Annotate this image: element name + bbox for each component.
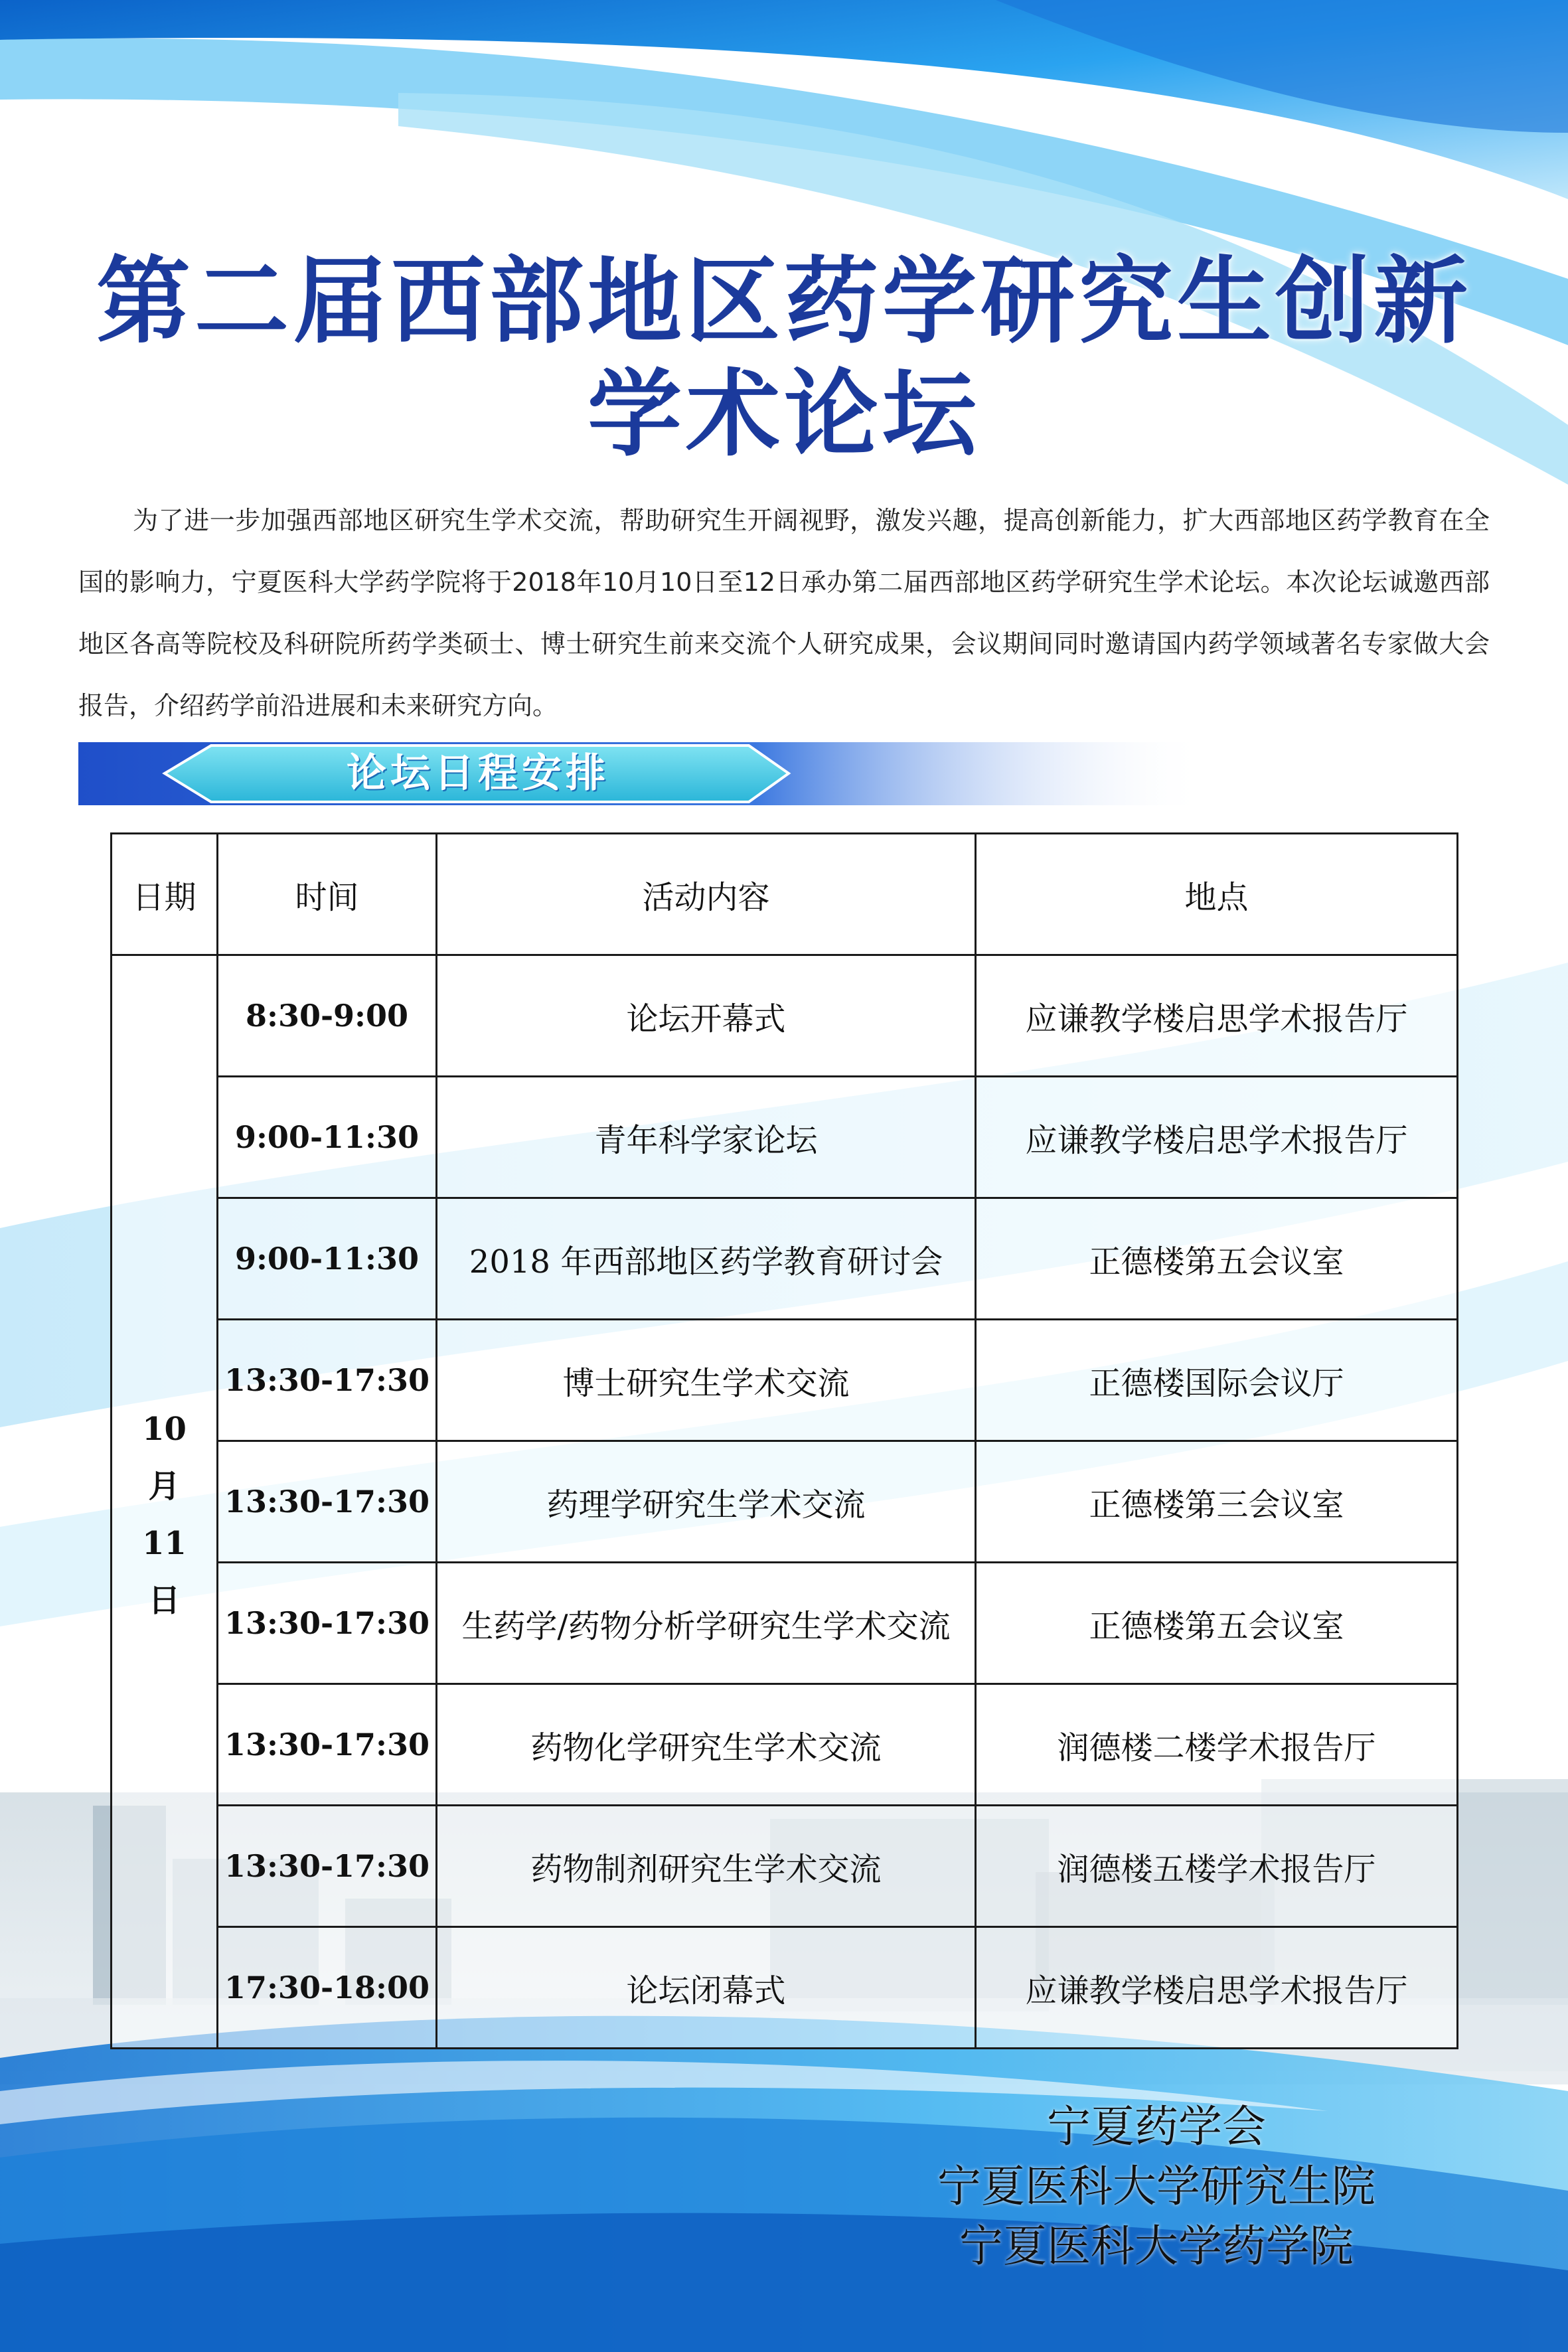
table-row: [112, 1563, 1458, 1684]
activity-cell: 博士研究生学术交流: [437, 1320, 976, 1441]
organizer-3: 宁夏医科大学药学院: [959, 2221, 1354, 2272]
table-row: [112, 1077, 1458, 1198]
table-row: [112, 1198, 1458, 1320]
location-cell: 应谦教学楼启思学术报告厅: [976, 1077, 1458, 1198]
activity-cell: 2018 年西部地区药学教育研讨会: [437, 1198, 976, 1320]
location-cell: 应谦教学楼启思学术报告厅: [976, 955, 1458, 1077]
table-row: [112, 1684, 1458, 1806]
header-time: 时间: [218, 834, 437, 955]
activity-cell: 论坛闭幕式: [437, 1927, 976, 2049]
time-cell: 9:00-11:30: [218, 1077, 437, 1198]
activity-cell: 生药学/药物分析学研究生学术交流: [437, 1563, 976, 1684]
page-title-line2: 学术论坛: [588, 360, 980, 469]
header-date: 日期: [112, 834, 218, 955]
activity-cell: 药物化学研究生学术交流: [437, 1684, 976, 1806]
time-cell: 13:30-17:30: [218, 1684, 437, 1806]
schedule-table: [110, 832, 1458, 2049]
table-row: [112, 1927, 1458, 2049]
header-location: 地点: [976, 834, 1458, 955]
time-cell: 13:30-17:30: [218, 1563, 437, 1684]
time-cell: 9:00-11:30: [218, 1198, 437, 1320]
location-cell: 正德楼第三会议室: [976, 1441, 1458, 1563]
date-cell: [112, 955, 218, 2049]
organizer-2: 宁夏医科大学研究生院: [937, 2161, 1375, 2212]
table-row: [112, 955, 1458, 1077]
table-header-row: [112, 834, 1458, 955]
date-part: 11: [142, 1525, 187, 1562]
activity-cell: 论坛开幕式: [437, 955, 976, 1077]
schedule-heading: 论坛日程安排: [347, 750, 609, 797]
activity-cell: 青年科学家论坛: [437, 1077, 976, 1198]
time-cell: 13:30-17:30: [218, 1320, 437, 1441]
table-row: [112, 1320, 1458, 1441]
time-cell: 13:30-17:30: [218, 1441, 437, 1563]
location-cell: 正德楼第五会议室: [976, 1563, 1458, 1684]
location-cell: 正德楼第五会议室: [976, 1198, 1458, 1320]
time-cell: 13:30-17:30: [218, 1806, 437, 1927]
activity-cell: 药理学研究生学术交流: [437, 1441, 976, 1563]
location-cell: 应谦教学楼启思学术报告厅: [976, 1927, 1458, 2049]
date-part: 10: [142, 1411, 187, 1448]
time-cell: 17:30-18:00: [218, 1927, 437, 2049]
date-part: 月: [148, 1468, 181, 1505]
location-cell: 润德楼二楼学术报告厅: [976, 1684, 1458, 1806]
date-part: 日: [148, 1582, 181, 1619]
location-cell: 润德楼五楼学术报告厅: [976, 1806, 1458, 1927]
time-cell: 8:30-9:00: [218, 955, 437, 1077]
location-cell: 正德楼国际会议厅: [976, 1320, 1458, 1441]
activity-cell: 药物制剂研究生学术交流: [437, 1806, 976, 1927]
table-row: [112, 1806, 1458, 1927]
table-row: [112, 1441, 1458, 1563]
organizer-1: 宁夏药学会: [1047, 2101, 1266, 2152]
header-activity: 活动内容: [437, 834, 976, 955]
intro-paragraph: 为了进一步加强西部地区研究生学术交流，帮助研究生开阔视野，激发兴趣，提高创新能力，扩大西部地区药学教育在全国的影响力，宁夏医科大学药学院将于2018年10月10日至12日承办第二届西部地区药学研究生学术论坛。本次论坛诚邀西部地区各高等院校及科研院所药学类硕士、博士研究生前来交流个人研究成果，会议期间同时邀请国内药学领域著名专家做大会报告，介绍药学前沿进展和未来研究方向。: [78, 506, 1490, 720]
page-title-line1: 第二届西部地区药学研究生创新: [96, 247, 1472, 356]
